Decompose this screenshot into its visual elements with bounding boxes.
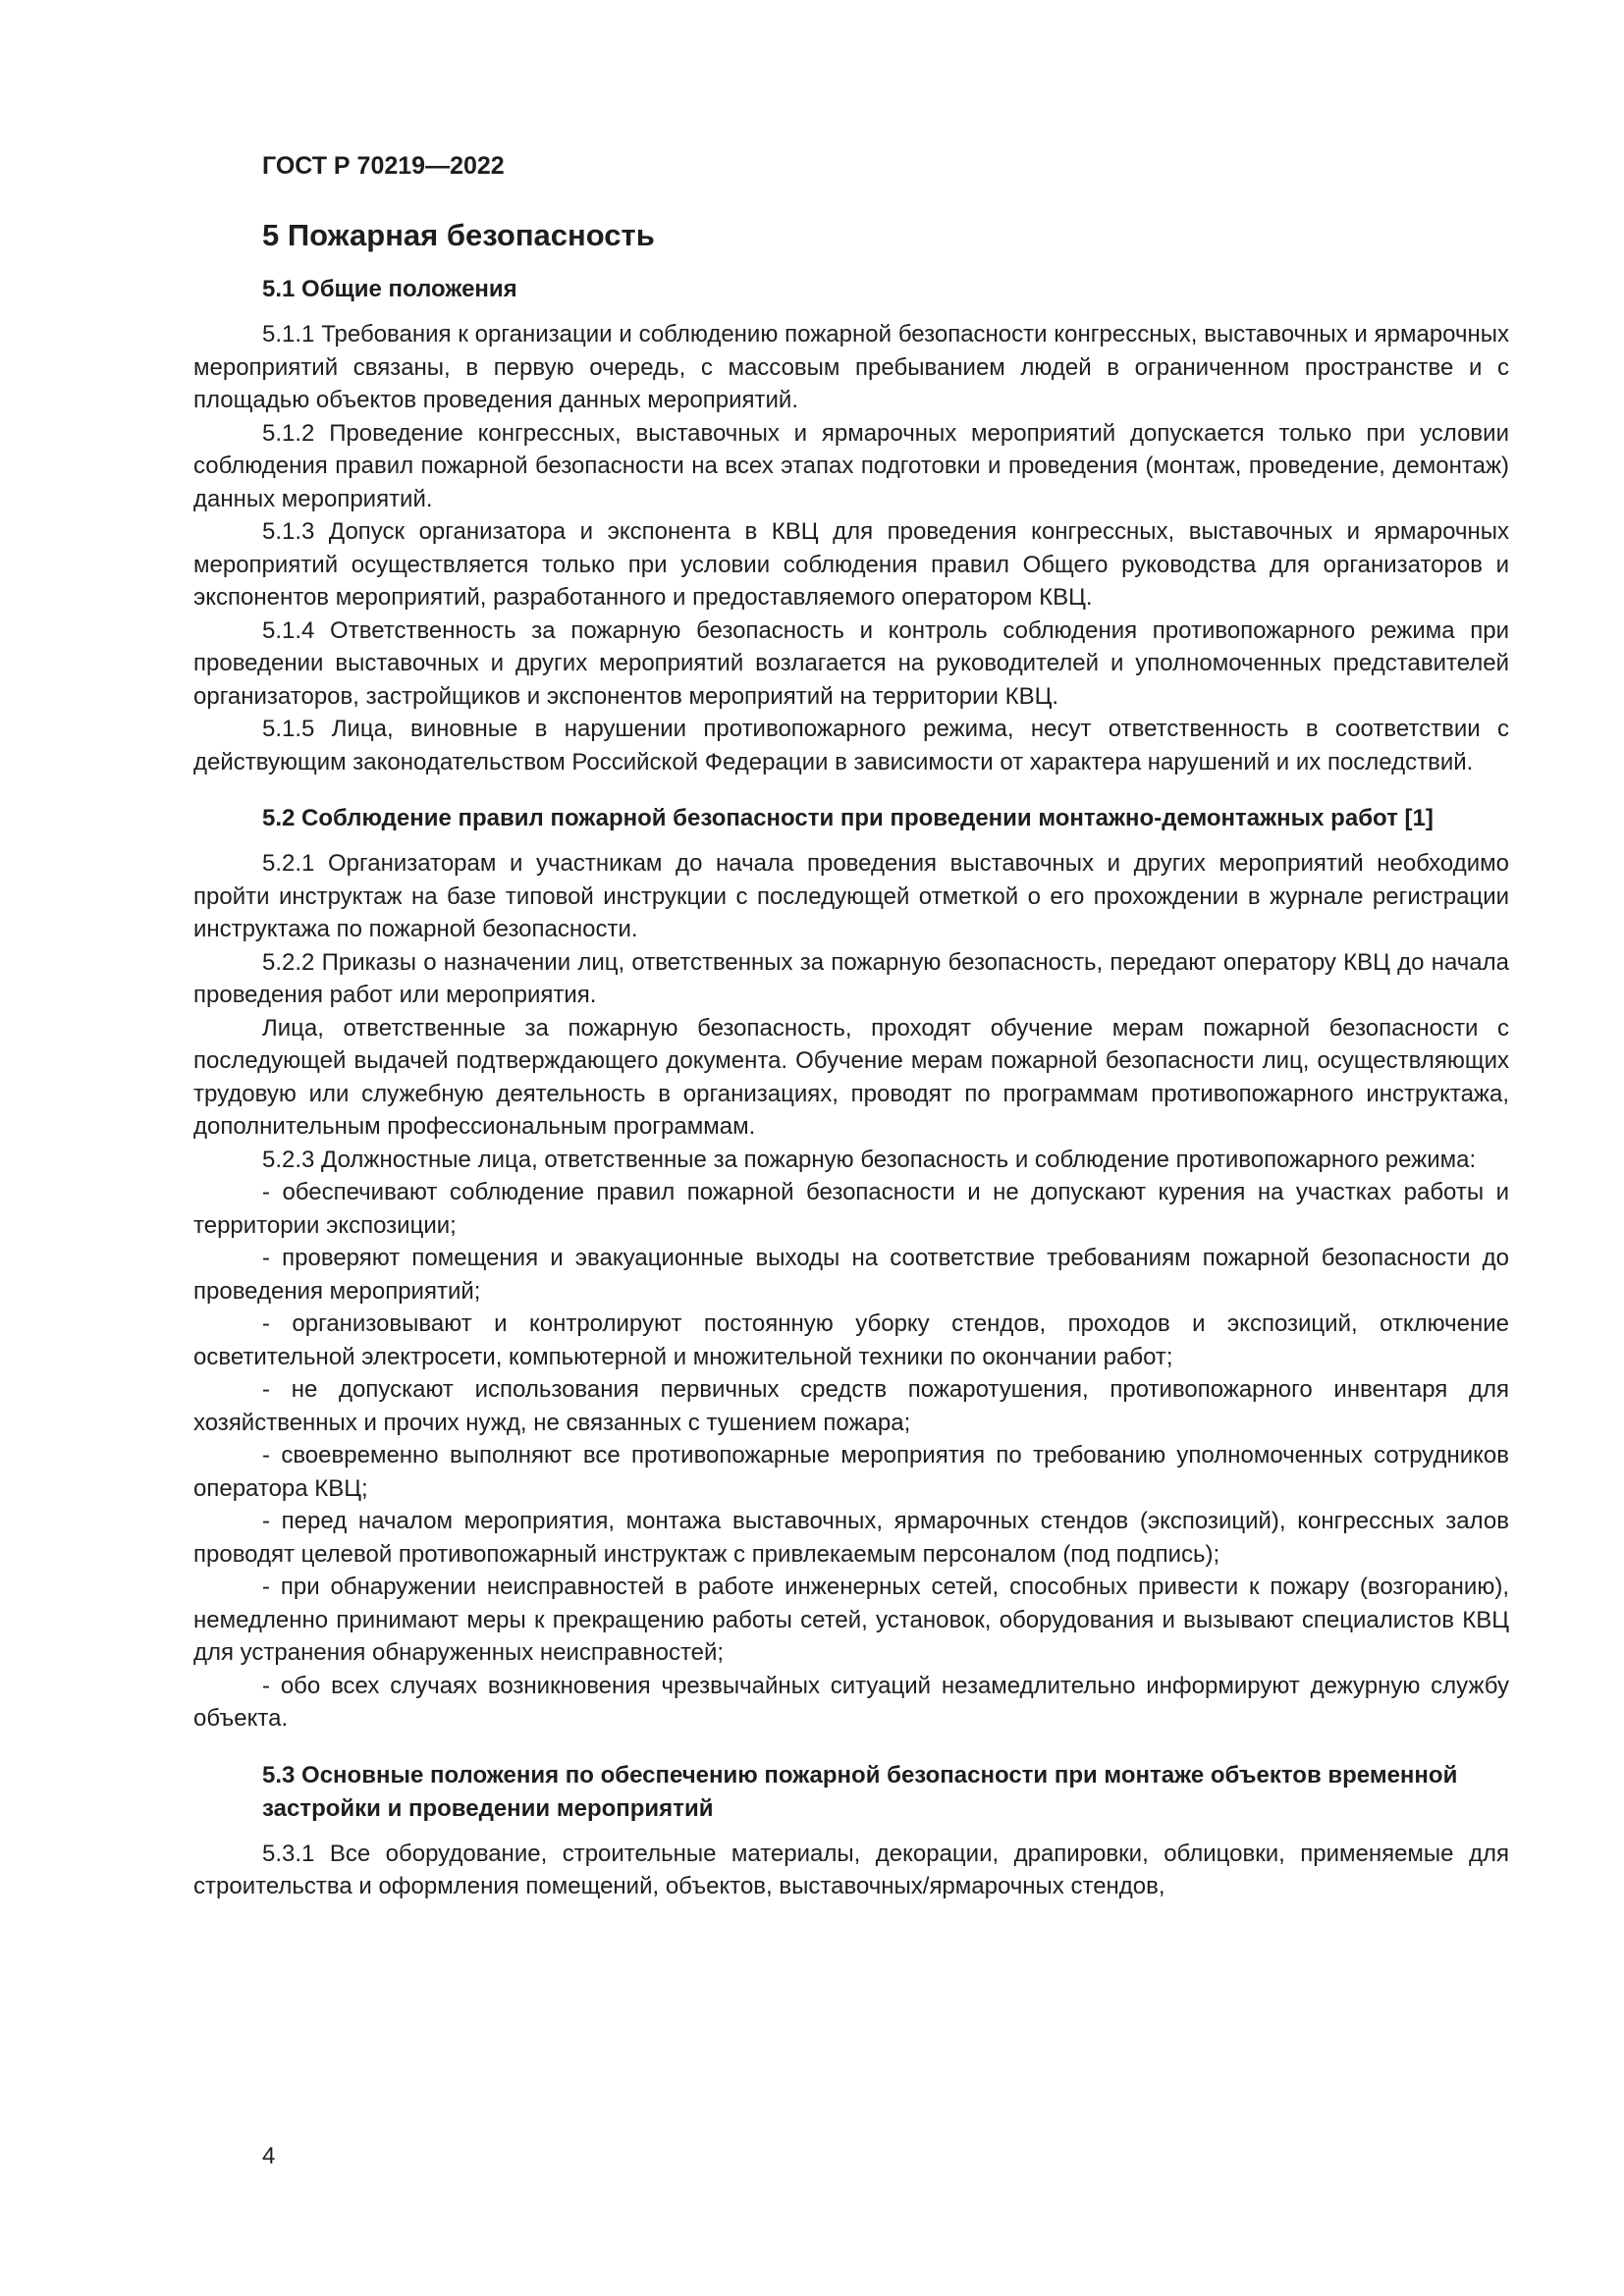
paragraph-5-3-1: 5.3.1 Все оборудование, строительные материалы, декорации, драпировки, облицовки, применяемые для строительства и оформления помещений, объектов, выставочных/ярмарочных стендов, [193,1840,1509,1900]
page-number: 4 [262,2143,276,2169]
list-item: - перед началом мероприятия, монтажа выставочных, ярмарочных стендов (экспозиций), конгрессных залов проводят целевой противопожарный инструктаж с привлекаемым персоналом (под подпись); [193,1508,1509,1568]
list-item: - при обнаружении неисправностей в работе инженерных сетей, способных привести к пожару (возгоранию), немедленно принимают меры к прекращению работы сетей, установок, оборудования и вызывают специалистов КВЦ для устранения обнаруженных неисправностей; [193,1574,1509,1667]
paragraph-5-1-1: 5.1.1 Требования к организации и соблюдению пожарной безопасности конгрессных, выставочных и ярмарочных мероприятий связаны, в первую очередь, с массовым пребыванием людей в ограниченном пространстве и с площадью объектов проведения данных мероприятий. [193,321,1509,414]
page-content [193,216,1509,1903]
subsection-title-5-1: 5.1 Общие положения [262,276,517,303]
paragraph-5-1-5: 5.1.5 Лица, виновные в нарушении противопожарного режима, несут ответственность в соответствии с действующим законодательством Российской Федерации в зависимости от характера нарушений и их последствий. [193,716,1509,775]
list-item: - проверяют помещения и эвакуационные выходы на соответствие требованиям пожарной безопасности до проведения мероприятий; [193,1245,1509,1305]
document-code-header: ГОСТ Р 70219—2022 [262,152,505,180]
paragraph-5-2-3: 5.2.3 Должностные лица, ответственные за пожарную безопасность и соблюдение противопожарного режима: [262,1146,1477,1173]
subsection-title-5-2: 5.2 Соблюдение правил пожарной безопасности при проведении монтажно-демонтажных работ [1] [262,805,1434,832]
list-item: - своевременно выполняют все противопожарные мероприятия по требованию уполномоченных сотрудников оператора КВЦ; [193,1442,1509,1502]
paragraph-5-1-2: 5.1.2 Проведение конгрессных, выставочных и ярмарочных мероприятий допускается только при условии соблюдения правил пожарной безопасности на всех этапах подготовки и проведения (монтаж, проведение, демонтаж) данных мероприятий. [193,419,1509,512]
section-title: 5 Пожарная безопасность [262,218,655,252]
paragraph-5-1-4: 5.1.4 Ответственность за пожарную безопасность и контроль соблюдения противопожарного режима при проведении выставочных и других мероприятий возлагается на руководителей и уполномоченных представителей организаторов, застройщиков и экспонентов мероприятий на территории КВЦ. [193,616,1509,710]
paragraph-5-2-2: 5.2.2 Приказы о назначении лиц, ответственных за пожарную безопасность, передают оператору КВЦ до начала проведения работ или мероприятия. [193,948,1509,1009]
list-item: - не допускают использования первичных средств пожаротушения, противопожарного инвентаря для хозяйственных и прочих нужд, не связанных с тушением пожара; [193,1376,1509,1436]
paragraph-5-1-3: 5.1.3 Допуск организатора и экспонента в КВЦ для проведения конгрессных, выставочных и ярмарочных мероприятий осуществляется только при условии соблюдения правил Общего руководства для организаторов и экспонентов мероприятий, разработанного и предоставляемого оператором КВЦ. [193,518,1509,612]
list-item: - обеспечивают соблюдение правил пожарной безопасности и не допускают курения на участках работы и территории экспозиции; [193,1179,1509,1239]
paragraph-5-2-1: 5.2.1 Организаторам и участникам до начала проведения выставочных и других мероприятий необходимо пройти инструктаж на базе типовой инструкции с последующей отметкой о его прохождении в журнале регистрации инструктажа по пожарной безопасности. [193,850,1509,943]
list-item: - организовывают и контролируют постоянную уборку стендов, проходов и экспозиций, отключение осветительной электросети, компьютерной и множительной техники по окончании работ; [193,1310,1509,1370]
paragraph-5-2-2-cont: Лица, ответственные за пожарную безопасность, проходят обучение мерам пожарной безопасности с последующей выдачей подтверждающего документа. Обучение мерам пожарной безопасности лиц, осуществляющих трудовую или служебную деятельность в организациях, проводят по программам противопожарного инструктажа, дополнительным профессиональным программам. [193,1014,1509,1141]
list-item: - обо всех случаях возникновения чрезвычайных ситуаций незамедлительно информируют дежурную службу объекта. [193,1672,1509,1733]
subsection-title-5-3: 5.3 Основные положения по обеспечению пожарной безопасности при монтаже объектов временной застройки и проведении мероприятий [262,1761,1458,1822]
